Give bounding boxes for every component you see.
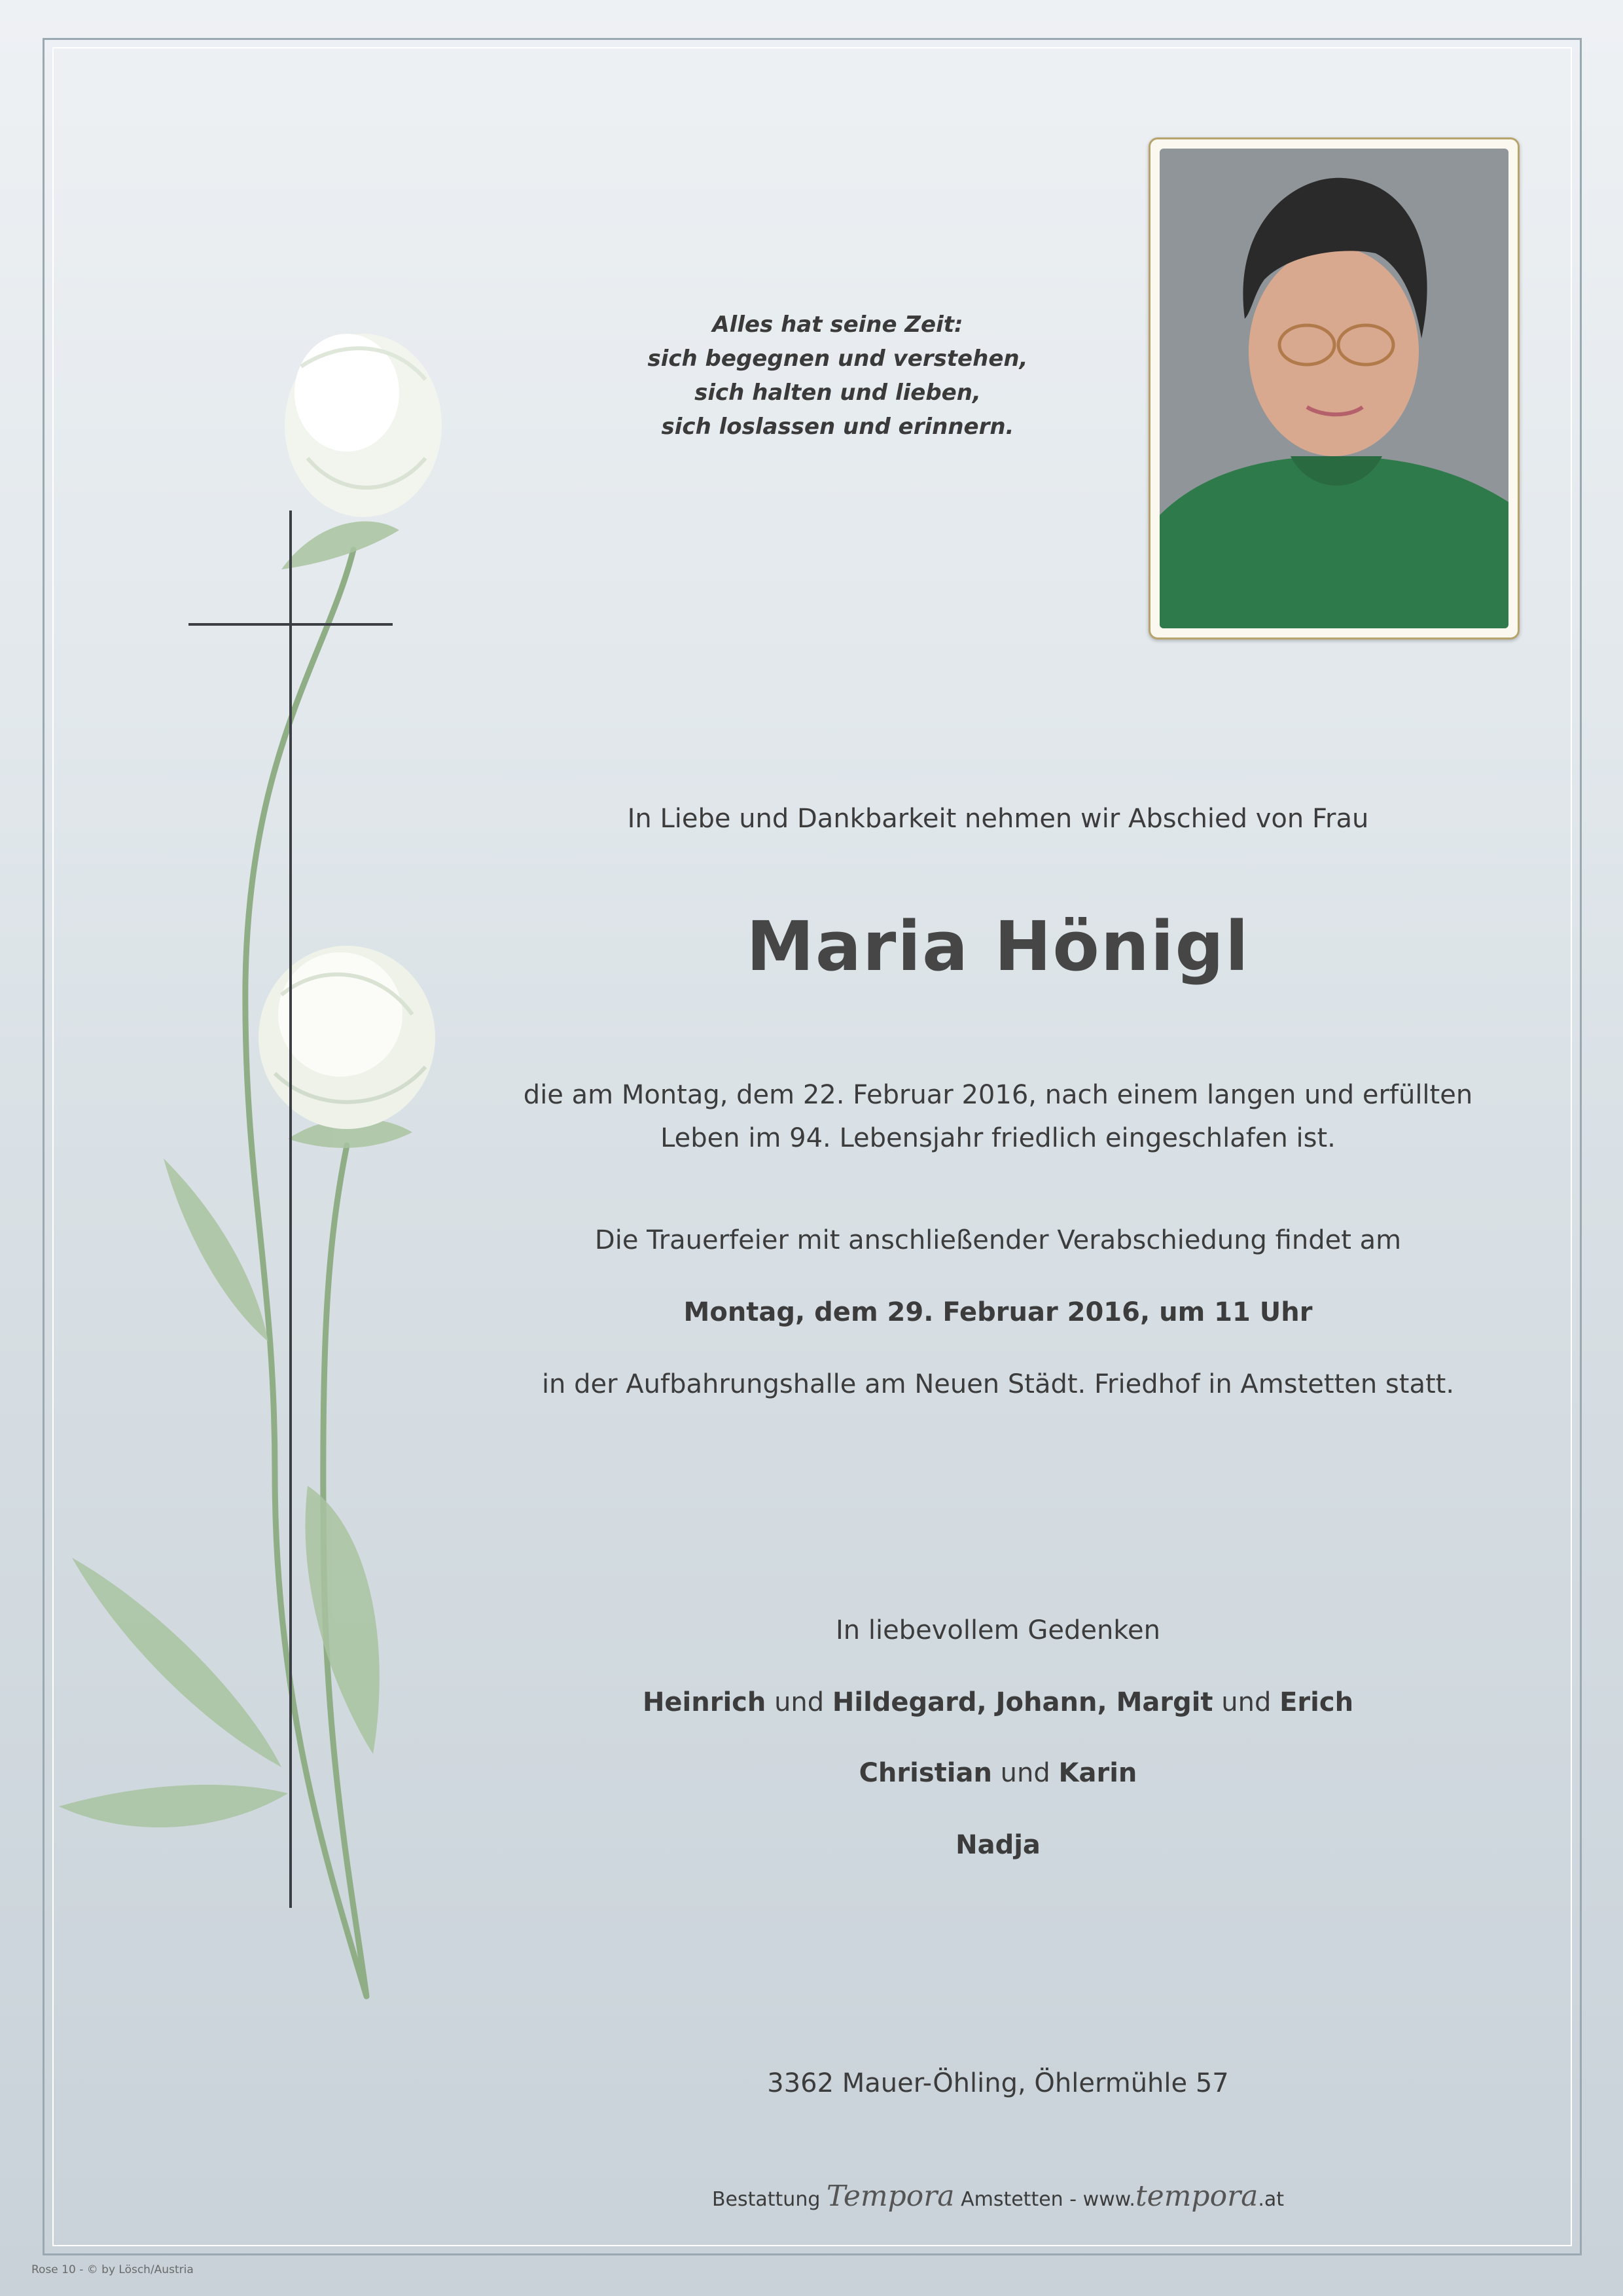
deceased-name: Maria Hönigl xyxy=(746,906,1250,986)
mourner-name: Karin xyxy=(1058,1758,1137,1788)
mourner-name: Heinrich xyxy=(642,1687,766,1717)
portrait-photo xyxy=(1160,149,1508,628)
rose-illustration xyxy=(0,0,524,2094)
mourners-heading: In liebevollem Gedenken xyxy=(835,1615,1160,1645)
ceremony-date: Montag, dem 29. Februar 2016, um 11 Uhr xyxy=(683,1297,1313,1327)
quote-line: sich halten und lieben, xyxy=(694,380,981,406)
footer-prefix: Bestattung xyxy=(711,2188,827,2211)
connector-text: und xyxy=(1213,1687,1280,1717)
footer-suffix: .at xyxy=(1258,2188,1285,2211)
footer-funeral-home xyxy=(484,2179,1512,2213)
footer-middle: Amstetten - www. xyxy=(954,2188,1135,2211)
mourner-name: Hildegard, Johann, Margit xyxy=(832,1687,1213,1717)
rose-blossom-bottom xyxy=(259,946,435,1129)
rose-blossom-top xyxy=(285,334,442,517)
mourner-name: Erich xyxy=(1279,1687,1354,1717)
connector-text: und xyxy=(766,1687,832,1717)
portrait-frame xyxy=(1149,137,1520,639)
ceremony-place: in der Aufbahrungshalle am Neuen Städt. Friedhof in Amstetten statt. xyxy=(541,1369,1455,1399)
quote-line: Alles hat seine Zeit: xyxy=(712,312,963,338)
mourners-line-3: Nadja xyxy=(955,1830,1041,1860)
footer-brand-url: tempora xyxy=(1135,2179,1258,2213)
mourner-name: Christian xyxy=(859,1758,992,1788)
image-credit: Rose 10 - © by Lösch/Austria xyxy=(31,2263,194,2276)
portrait-image xyxy=(1160,149,1508,628)
footer-brand: Tempora xyxy=(826,2179,955,2213)
rose-stems xyxy=(245,550,366,1996)
death-line-1: die am Montag, dem 22. Februar 2016, nach einem langen und erfüllten xyxy=(523,1080,1473,1110)
connector-text: und xyxy=(991,1758,1059,1788)
address: 3362 Mauer-Öhling, Öhlermühle 57 xyxy=(767,2068,1229,2098)
ceremony-intro: Die Trauerfeier mit anschließender Verabschiedung findet am xyxy=(594,1225,1402,1255)
death-notice xyxy=(484,1073,1512,1160)
quote-line: sich begegnen und verstehen, xyxy=(647,346,1028,372)
mourners-line-1 xyxy=(484,1681,1512,1724)
quote-block xyxy=(628,308,1047,444)
rose-leaves xyxy=(59,522,412,1828)
intro-text: In Liebe und Dankbarkeit nehmen wir Abschied von Frau xyxy=(627,804,1369,834)
death-line-2: Leben im 94. Lebensjahr friedlich eingeschlafen ist. xyxy=(660,1123,1336,1153)
mourners-line-2 xyxy=(484,1751,1512,1795)
quote-line: sich loslassen und erinnern. xyxy=(661,414,1014,440)
